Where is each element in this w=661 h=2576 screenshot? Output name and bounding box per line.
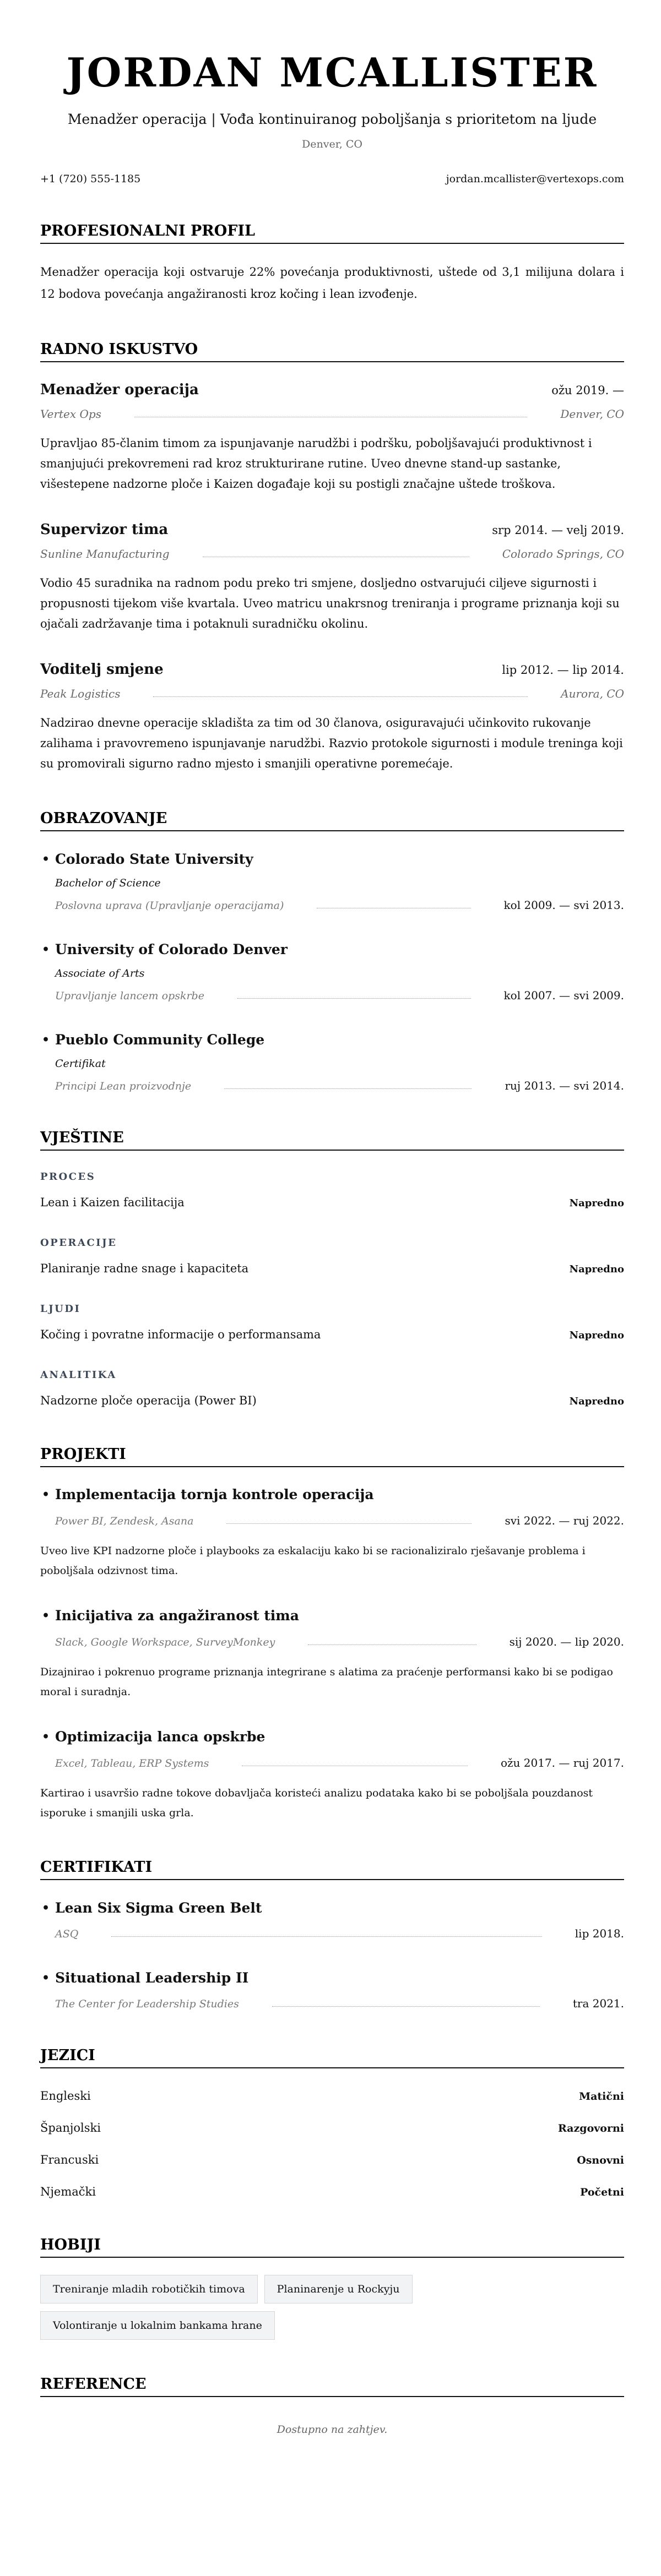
language-level: Matični: [579, 2090, 624, 2103]
certificate-title: Situational Leadership II: [55, 1970, 249, 1986]
skill-category: ANALITIKA: [40, 1369, 117, 1381]
education-dates: kol 2007. — svi 2009.: [503, 989, 624, 1002]
bullet-icon: •: [42, 1730, 50, 1744]
bullet-icon: •: [42, 1901, 50, 1915]
section-heading: OBRAZOVANJE: [40, 809, 624, 831]
profile-text: Menadžer operacija koji ostvaruje 22% povećanja produktivnosti, uštede od 3,1 milijuna dolara i 12 bodova povećanja angažiranosti kroz kočing i lean izvođenje.: [40, 265, 624, 301]
section-heading: PROFESIONALNI PROFIL: [40, 222, 624, 244]
certificate-entry: [40, 1899, 624, 1941]
project-tech: Slack, Google Workspace, SurveyMonkey: [55, 1636, 275, 1648]
header: [40, 49, 624, 187]
language-row: [40, 2088, 624, 2105]
project-description: Uveo live KPI nadzorne ploče i playbooks za eskalaciju kako bi se racionaliziralo rješavanje problema i poboljšala odzivnost tima.: [40, 1545, 586, 1577]
school-name: University of Colorado Denver: [55, 941, 288, 957]
skill-name: Planiranje radne snage i kapaciteta: [40, 1262, 249, 1275]
language-name: Engleski: [40, 2089, 91, 2103]
project-tech: Power BI, Zendesk, Asana: [55, 1515, 194, 1527]
skill-group: [40, 1369, 624, 1410]
job-title: Menadžer operacija: [40, 382, 199, 398]
job-dates: ožu 2019. —: [551, 384, 624, 397]
company: Vertex Ops: [40, 407, 101, 421]
project-entry: [40, 1728, 624, 1823]
section-heading: VJEŠTINE: [40, 1129, 624, 1151]
certificate-issuer: ASQ: [55, 1928, 79, 1940]
section-heading: RADNO ISKUSTVO: [40, 340, 624, 362]
section-heading: PROJEKTI: [40, 1445, 624, 1467]
location: Denver, CO: [302, 138, 362, 150]
degree: Certifikat: [55, 1058, 106, 1070]
language-row: [40, 2183, 624, 2201]
contact-row: [40, 171, 624, 187]
references-section: [40, 2375, 624, 2438]
language-row: [40, 2152, 624, 2169]
skill-group: [40, 1170, 624, 1212]
degree: Associate of Arts: [55, 967, 145, 979]
email: jordan.mcallister@vertexops.com: [446, 173, 624, 185]
skill-group: [40, 1237, 624, 1278]
education-entry: [40, 941, 624, 1003]
skill-name: Nadzorne ploče operacija (Power BI): [40, 1394, 257, 1407]
job-title: Supervizor tima: [40, 521, 169, 538]
certificate-title: Lean Six Sigma Green Belt: [55, 1900, 262, 1916]
hobbies-section: [40, 2236, 624, 2340]
language-level: Osnovni: [577, 2154, 624, 2166]
education-entry: [40, 1031, 624, 1093]
certificate-issuer: The Center for Leadership Studies: [55, 1998, 239, 2010]
dotted-leader: [153, 696, 528, 697]
bullet-icon: •: [42, 943, 50, 957]
language-level: Razgovorni: [557, 2122, 624, 2134]
job-location: Colorado Springs, CO: [502, 547, 624, 560]
language-name: Njemački: [40, 2185, 96, 2198]
project-description: Dizajnirao i pokrenuo programe priznanja integrirane s alatima za praćenje performansi kako bi se podigao moral i suradnja.: [40, 1666, 613, 1698]
skill-level: Napredno: [569, 1264, 624, 1275]
section-heading: REFERENCE: [40, 2375, 624, 2397]
field-of-study: Upravljanje lancem opskrbe: [55, 990, 204, 1002]
bullet-icon: •: [42, 852, 50, 867]
job-location: Denver, CO: [560, 407, 624, 421]
candidate-name: JORDAN MCALLISTER: [66, 49, 598, 96]
skills-section: [40, 1129, 624, 1410]
skill-level: Napredno: [569, 1197, 624, 1209]
project-title: Implementacija tornja kontrole operacija: [55, 1486, 374, 1502]
project-description: Kartirao i usavršio radne tokove dobavljača koristeći analizu podataka kako bi se poboljšala pouzdanost isporuke i smanjili uska grla.: [40, 1787, 593, 1819]
hobby-chip: Treniranje mladih robotičkih timova: [40, 2275, 258, 2303]
dotted-leader: [272, 2006, 540, 2007]
dotted-leader: [111, 1936, 541, 1937]
phone: +1 (720) 555-1185: [40, 173, 141, 185]
hobby-chip: Planinarenje u Rockyju: [264, 2275, 413, 2303]
degree: Bachelor of Science: [55, 877, 161, 889]
project-dates: ožu 2017. — ruj 2017.: [500, 1756, 624, 1769]
project-title: Inicijativa za angažiranost tima: [55, 1608, 299, 1624]
project-entry: [40, 1486, 624, 1581]
skill-group: [40, 1303, 624, 1344]
job-description: Upravljao 85-članim timom za ispunjavanje narudžbi i podršku, poboljšavajući produktivnost i smanjujući prekovremeni rad kroz strukturirane rutine. Uveo dnevne stand-up sastanke, višestepene nadzorne ploče i Kaizen događaje koji su postigli značajne uštede troškova.: [40, 437, 592, 491]
job-description: Vodio 45 suradnika na radnom podu preko tri smjene, dosljedno ostvarujući ciljeve sigurnosti i propusnosti tijekom više kvartala. Uveo matricu unakrsnog treniranja i programe priznanja koji su ojačali zadržavanje tima i potaknuli suradničku okolinu.: [40, 576, 620, 630]
certificates-section: [40, 1858, 624, 2011]
references-text: Dostupno na zahtjev.: [277, 2423, 388, 2436]
dotted-leader: [308, 1644, 476, 1645]
hobby-chip: Volontiranje u lokalnim bankama hrane: [40, 2311, 275, 2340]
skill-level: Napredno: [569, 1330, 624, 1341]
language-name: Francuski: [40, 2153, 99, 2166]
job-dates: lip 2012. — lip 2014.: [502, 663, 624, 677]
job-title: Voditelj smjene: [40, 661, 164, 678]
job-description: Nadzirao dnevne operacije skladišta za tim od 30 članova, osiguravajući učinkovito rukovanje zalihama i pravovremeno ispunjavanje narudžbi. Razvio protokole sigurnosti i module treninga koji su promovirali sigurno radno mjesto i smanjili operativne poremećaje.: [40, 716, 623, 770]
skill-level: Napredno: [569, 1396, 624, 1407]
field-of-study: Principi Lean proizvodnje: [55, 1080, 192, 1092]
certificate-date: tra 2021.: [572, 1997, 624, 2010]
languages-section: [40, 2046, 624, 2201]
profile-section: [40, 222, 624, 305]
project-entry: [40, 1607, 624, 1702]
projects-section: [40, 1445, 624, 1823]
bullet-icon: •: [42, 1488, 50, 1502]
language-name: Španjolski: [40, 2121, 101, 2134]
language-row: [40, 2120, 624, 2137]
company: Peak Logistics: [40, 687, 121, 700]
skill-name: Lean i Kaizen facilitacija: [40, 1196, 185, 1209]
job-location: Aurora, CO: [561, 687, 624, 700]
education-entry: [40, 851, 624, 913]
bullet-icon: •: [42, 1971, 50, 1985]
job-dates: srp 2014. — velj 2019.: [492, 524, 624, 537]
certificate-date: lip 2018.: [575, 1927, 624, 1940]
experience-section: [40, 340, 624, 774]
job-entry: [40, 520, 624, 634]
bullet-icon: •: [42, 1609, 50, 1623]
job-entry: [40, 380, 624, 494]
job-entry: [40, 660, 624, 774]
bullet-icon: •: [42, 1033, 50, 1047]
project-tech: Excel, Tableau, ERP Systems: [55, 1757, 209, 1769]
project-title: Optimizacija lanca opskrbe: [55, 1729, 266, 1745]
section-heading: HOBIJI: [40, 2236, 624, 2258]
section-heading: JEZICI: [40, 2046, 624, 2068]
education-dates: kol 2009. — svi 2013.: [503, 898, 624, 912]
certificate-entry: [40, 1969, 624, 2011]
dotted-leader: [226, 1523, 472, 1524]
skill-category: OPERACIJE: [40, 1237, 117, 1249]
section-heading: CERTIFIKATI: [40, 1858, 624, 1880]
school-name: Pueblo Community College: [55, 1032, 265, 1048]
project-dates: sij 2020. — lip 2020.: [509, 1635, 624, 1648]
school-name: Colorado State University: [55, 851, 253, 867]
dotted-leader: [224, 1088, 472, 1089]
education-dates: ruj 2013. — svi 2014.: [505, 1079, 624, 1092]
skill-category: PROCES: [40, 1171, 96, 1183]
dotted-leader: [237, 998, 471, 999]
education-section: [40, 809, 624, 1093]
project-dates: svi 2022. — ruj 2022.: [505, 1514, 624, 1527]
skill-category: LJUDI: [40, 1303, 81, 1315]
headline: Menadžer operacija | Vođa kontinuiranog poboljšanja s prioritetom na ljude: [67, 111, 597, 127]
skill-name: Kočing i povratne informacije o performansama: [40, 1328, 321, 1341]
company: Sunline Manufacturing: [40, 547, 170, 560]
language-level: Početni: [580, 2186, 624, 2198]
field-of-study: Poslovna uprava (Upravljanje operacijama): [55, 900, 284, 912]
